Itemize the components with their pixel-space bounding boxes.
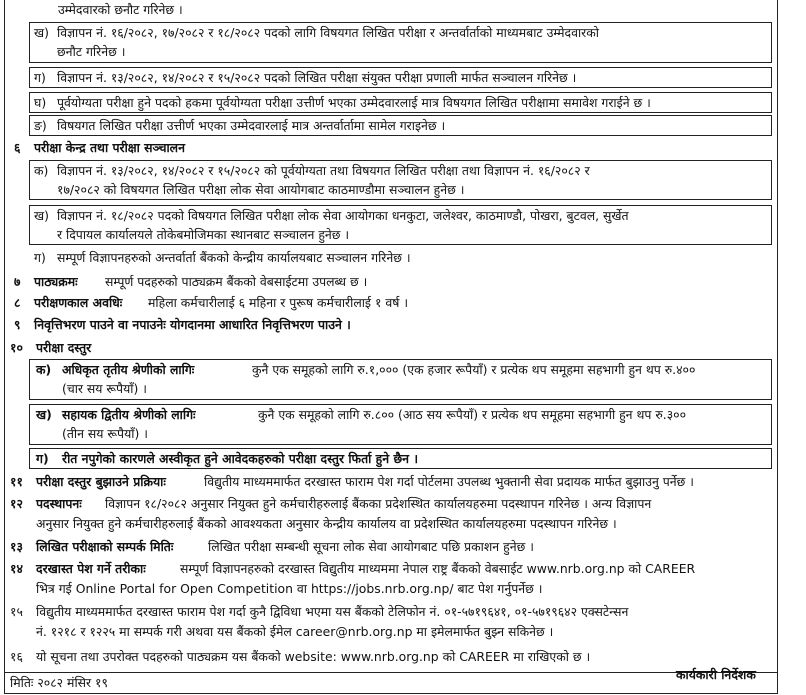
sec13-number: १३ — [10, 539, 23, 554]
sec5-ga-text: विज्ञापन नं. १३/२०८२, १४/२०८२ र १५/२०८२ पदको लिखित परीक्षा संयुक्त परीक्षा प्रणाली मार्फत सञ्चालन गरिनेछ । — [57, 70, 577, 85]
sec10-ga-label: ग) — [36, 451, 49, 466]
sec5-gha-label: घ) — [34, 95, 47, 110]
sec6-kha-label: ख) — [34, 208, 49, 223]
sec10-kha-label: ख) — [36, 407, 52, 422]
sec6-ka-line2: १७/२०८२ को विषयगत लिखित परीक्षा लोक सेवा आयोगबाट काठमाण्डौमा सञ्चालन हुनेछ । — [57, 182, 465, 197]
sec16-text: यो सूचना तथा उपरोक्त पदहरुको पाठ्यक्रम यस बैंकको website: www.nrb.org.np को CAREER मा राखिएको छ । — [36, 649, 591, 664]
sec14-number: १४ — [10, 561, 23, 576]
sec7-title: पाठ्यक्रमः — [34, 274, 78, 289]
sec10-ka-title: अधिकृत तृतीय श्रेणीको लागिः — [62, 362, 195, 377]
sec11-title: परीक्षा दस्तुर बुझाउने प्रक्रियाः — [36, 474, 166, 489]
sec13-text: लिखित परीक्षा सम्बन्धी सूचना लोक सेवा आयोगबाट पछि प्रकाशन हुनेछ । — [208, 539, 534, 554]
sec15-line2: नं. १२१८ र १२२५ मा सम्पर्क गरी अथवा यस बैंकको ईमेल career@nrb.org.np मा इमेलमार्फत बुझ्न सकिनेछ । — [36, 624, 554, 639]
sec6-kha-line1: विज्ञापन नं. १८/२०८२ पदको विषयगत लिखित परीक्षा लोक सेवा आयोगका धनकुटा, जलेश्वर, काठमाण्डौ, पोखरा, बुटवल, सुर्खेत — [57, 208, 629, 223]
sec7-number: ७ — [14, 274, 21, 289]
sec6-ga-label: ग) — [34, 250, 46, 265]
footer-signatory: कार्यकारी निर्देशक — [676, 667, 756, 682]
sec10-number: १० — [10, 340, 23, 355]
sec14-line2: भित्र गई Online Portal for Open Competition वा https://jobs.nrb.org.np/ बाट पेश गर्नुपर्नेछ । — [36, 581, 543, 596]
sec11-number: ११ — [10, 474, 23, 489]
sec10-ga-text: रीत नपुगेको कारणले अस्वीकृत हुने आवेदकहरुको परीक्षा दस्तुर फिर्ता हुने छैन । — [62, 451, 419, 466]
sec7-text: सम्पूर्ण पदहरुको पाठ्यक्रम बैंकको वेबसाईटमा उपलब्ध छ । — [105, 274, 368, 289]
sec9-title: निवृत्तिभरण पाउने वा नपाउनेः योगदानमा आधारित निवृत्तिभरण पाउने । — [34, 317, 351, 332]
sec5-nga-label: ङ) — [34, 118, 47, 133]
sec13-title: लिखित परीक्षाको सम्पर्क मितिः — [36, 539, 174, 554]
sec5-kha-line1: विज्ञापन नं. १६/२०८२, १७/२०८२ र १८/२०८२ पदको लागि विषयगत लिखित परीक्षा र अन्तर्वार्ताको माध्यमबाट उम्मेदवारको — [57, 25, 599, 40]
sec5-gha-text: पूर्वयोग्यता परीक्षा हुने पदको हकमा पूर्वयोग्यता परीक्षा उत्तीर्ण भएका उम्मेदवारलाई मात्र विषयगत लिखित परीक्षामा समावेश गराईने छ । — [57, 95, 651, 110]
sec10-ka-line1: कुनै एक समूहको लागि रु.१,००० (एक हजार रूपैयाँ) र प्रत्येक थप समूहमा सहभागी हुन थप रु.४०० — [252, 362, 696, 377]
sec5-ga-label: ग) — [34, 70, 46, 85]
sec12-number: १२ — [10, 496, 23, 511]
sec10-title: परीक्षा दस्तुर — [36, 340, 92, 355]
sec5-top-continuation: उम्मेदवारको छनौट गरिनेछ । — [58, 2, 183, 17]
sec14-title: दरखास्त पेश गर्ने तरीकाः — [36, 561, 146, 576]
sec6-ka-line1: विज्ञापन नं. १३/२०८२, १४/२०८२ र १५/२०८२ को पूर्वयोग्यता तथा विषयगत लिखित परीक्षा तथा विज्ञापन नं. १६/२०८२ र — [57, 163, 590, 178]
sec10-ka-label: क) — [36, 362, 52, 377]
sec8-number: ८ — [14, 295, 21, 310]
sec6-title: परीक्षा केन्द्र तथा परीक्षा सञ्चालन — [34, 140, 185, 155]
sec12-line1: विज्ञापन १८/२०८२ अनुसार नियुक्त हुने कर्मचारीहरुलाई बैंकका प्रदेशस्थित कार्यालयहरुमा पदस्थापन गरिनेछ । अन्य विज्ञापन — [105, 496, 652, 511]
sec6-ga-text: सम्पूर्ण विज्ञापनहरुको अन्तर्वार्ता बैंकको केन्द्रीय कार्यालयबाट सञ्चालन गरिनेछ । — [57, 250, 411, 265]
sec6-kha-line2: र दिपायल कार्यालयले तोकेबमोजिमका स्थानबाट सञ्चालन हुनेछ । — [57, 227, 350, 242]
sec15-number: १५ — [10, 604, 23, 619]
sec10-kha-line2: (तीन सय रूपैयाँ) । — [62, 426, 148, 441]
sec8-text: महिला कर्मचारीलाई ६ महिना र पुरूष कर्मचारीलाई १ वर्ष । — [148, 295, 409, 310]
sec6-ka-label: क) — [34, 163, 49, 178]
sec9-number: ९ — [14, 317, 21, 332]
sec12-title: पदस्थापनः — [36, 496, 82, 511]
sec15-line1: विद्युतीय माध्यममार्फत दरखास्त फाराम पेश गर्दा कुनै द्विविधा भएमा यस बैंकको टेलिफोन नं. ०१-५७१९६४१, ०१-५७१९६४२ एक्सटेन्सन — [36, 604, 629, 619]
sec14-line1: सम्पूर्ण विज्ञापनहरुको दरखास्त विद्युतीय माध्यममा नेपाल राष्ट्र बैंकको वेबसाईट www.nrb.org.np को CAREER — [180, 561, 696, 576]
sec11-text: विद्युतीय माध्यममार्फत दरखास्त फाराम पेश गर्दा पोर्टलमा उपलब्ध भुक्तानी सेवा प्रदायक मार्फत बुझाउनु पर्नेछ । — [204, 474, 694, 489]
sec10-ka-line2: (चार सय रूपैयाँ) । — [62, 381, 147, 396]
sec5-kha-label: ख) — [34, 25, 49, 40]
sec8-title: परीक्षणकाल अवधिः — [34, 295, 123, 310]
sec16-number: १६ — [10, 649, 23, 664]
sec10-kha-line1: कुनै एक समूहको लागि रु.८०० (आठ सय रूपैयाँ) र प्रत्येक थप समूहमा सहभागी हुन थप रु.३०० — [258, 407, 687, 422]
sec6-number: ६ — [14, 140, 21, 155]
footer-date: मितिः २०८२ मंसिर १९ — [10, 675, 108, 690]
sec5-nga-text: विषयगत लिखित परीक्षा उत्तीर्ण भएका उम्मेदवारलाई मात्र अन्तर्वार्तामा सामेल गराइनेछ । — [57, 118, 446, 133]
sec5-kha-line2: छनौट गरिनेछ । — [57, 44, 126, 59]
sec10-kha-title: सहायक द्वितीय श्रेणीको लागिः — [62, 407, 196, 422]
sec12-line2: अनुसार नियुक्त हुने कर्मचारीहरुलाई बैंकको आवश्यकता अनुसार केन्द्रीय कार्यालय वा प्रदेशस्थित कार्यालयहरुमा पदस्थापन गरिनेछ । — [36, 516, 617, 531]
footer-separator — [4, 672, 778, 673]
